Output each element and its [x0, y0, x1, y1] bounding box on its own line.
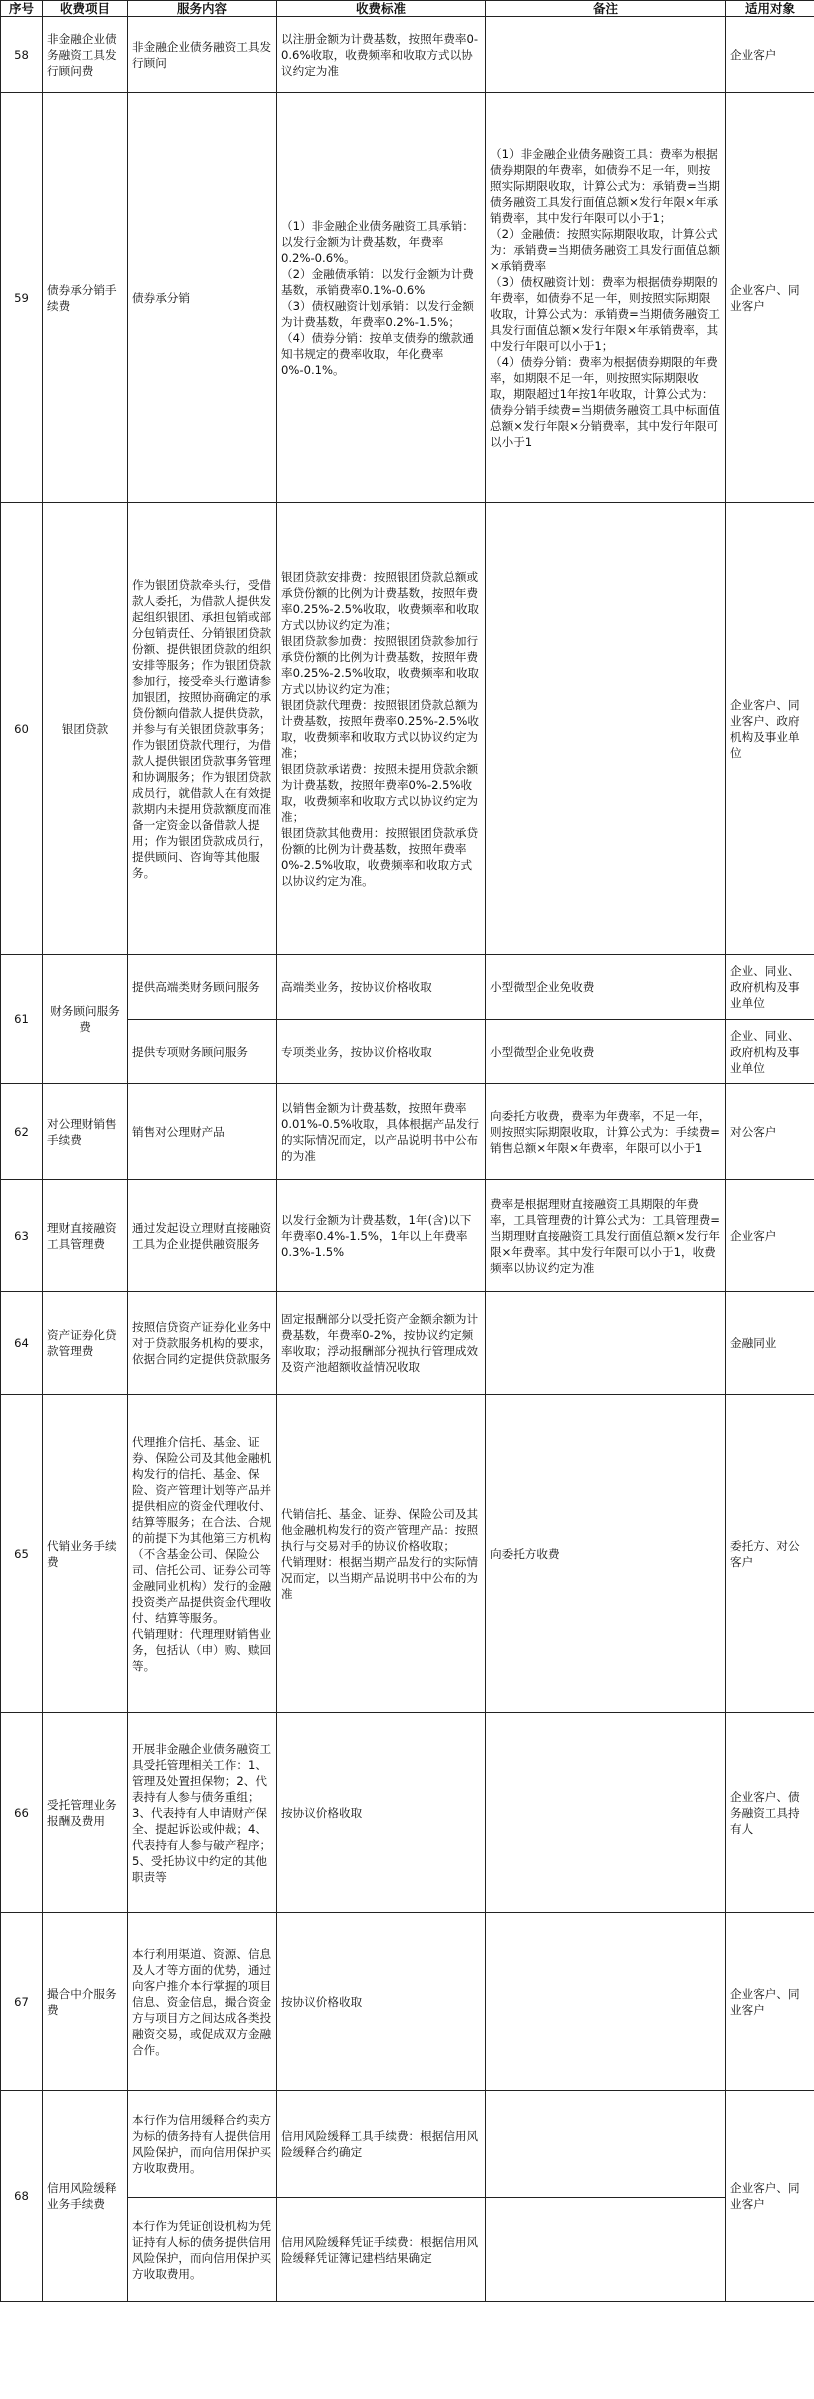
row-remark	[486, 1913, 726, 2091]
row-standard: 银团贷款安排费：按照银团贷款总额或承贷份额的比例为计费基数，按照年费率0.25%-2.5%收取，收费频率和收取方式以协议约定为准； 银团贷款参加费：按照银团贷款参加行承贷份额的比例为计费基数，按照年费率0.25%-2.5%收取，收费频率和收取方式以协议约定为准； 银团贷款代理费：按照银团贷款总额为计费基数，按照年费率0.25%-2.5%收取，收费频率和收取方式以协议约定为准； 银团贷款承诺费：按照未提用贷款余额为计费基数，按照年费率0%-2.5%收取，收费频率和收取方式以协议约定为准； 银团贷款其他费用：按照银团贷款承贷份额的比例为计费基数，按照年费率0%-2.5%收取，收费频率和收取方式以协议约定为准。	[277, 503, 486, 955]
row-standard: 高端类业务，按协议价格收取	[277, 955, 486, 1020]
row-standard: 以销售金额为计费基数，按照年费率0.01%-0.5%收取，具体根据产品发行的实际情况而定，以产品说明书中公布的为准	[277, 1084, 486, 1180]
table-row	[1, 1180, 814, 1292]
row-content: 本行利用渠道、资源、信息及人才等方面的优势，通过向客户推介本行掌握的项目信息、资金信息，撮合资金方与项目方之间达成各类投融资交易，或促成双方金融合作。	[128, 1913, 277, 2091]
row-target: 金融同业	[726, 1292, 814, 1395]
header-remark: 备注	[486, 1, 726, 17]
row-content: 开展非金融企业债务融资工具受托管理相关工作：1、管理及处置担保物；2、代表持有人参与债务重组；3、代表持有人申请财产保全、提起诉讼或仲裁；4、代表持有人参与破产程序；5、受托协议中约定的其他职责等	[128, 1713, 277, 1913]
row-project: 资产证券化贷款管理费	[43, 1292, 128, 1395]
row-standard: 代销信托、基金、证券、保险公司及其他金融机构发行的资产管理产品：按照执行与交易对手的协议价格收取； 代销理财：根据当期产品发行的实际情况而定，以当期产品说明书中公布的为准	[277, 1395, 486, 1713]
row-project: 代销业务手续费	[43, 1395, 128, 1713]
row-content: 本行作为凭证创设机构为凭证持有人标的债务提供信用风险保护，而向信用保护买方收取费用。	[128, 2198, 277, 2302]
row-project: 非金融企业债务融资工具发行顾问费	[43, 17, 128, 93]
row-remark	[486, 1292, 726, 1395]
row-content: 作为银团贷款牵头行，受借款人委托，为借款人提供发起组织银团、承担包销或部分包销责任、分销银团贷款份额、提供银团贷款的组织安排等服务；作为银团贷款参加行，接受牵头行邀请参加银团，按照协商确定的承贷份额向借款人提供贷款，并参与有关银团贷款事务；作为银团贷款代理行，为借款人提供银团贷款事务管理和协调服务；作为银团贷款成员行，就借款人在有效提款期内未提用贷款额度而准备一定资金以备借款人提用；作为银团贷款成员行，提供顾问、咨询等其他服务。	[128, 503, 277, 955]
row-standard: 固定报酬部分以受托资产金额余额为计费基数，年费率0-2%，按协议约定频率收取；浮动报酬部分视执行管理成效及资产池超额收益情况收取	[277, 1292, 486, 1395]
row-no: 65	[1, 1395, 43, 1713]
row-content: 债券承分销	[128, 93, 277, 503]
row-content: 通过发起设立理财直接融资工具为企业提供融资服务	[128, 1180, 277, 1292]
row-content: 代理推介信托、基金、证券、保险公司及其他金融机构发行的信托、基金、保险、资产管理计划等产品并提供相应的资金代理收付、结算等服务；在合法、合规的前提下为其他第三方机构（不含基金公司、保险公司、信托公司、证券公司等金融同业机构）发行的金融投资类产品提供资金代理收付、结算等服务。 代销理财：代理理财销售业务，包括认（申）购、赎回等。	[128, 1395, 277, 1713]
row-remark: 向委托方收费，费率为年费率，不足一年，则按照实际期限收取，计算公式为：手续费=销售总额×年限×年费率，年限可以小于1	[486, 1084, 726, 1180]
row-project: 撮合中介服务费	[43, 1913, 128, 2091]
row-standard: 以注册金额为计费基数，按照年费率0-0.6%收取，收费频率和收取方式以协议约定为准	[277, 17, 486, 93]
header-content: 服务内容	[128, 1, 277, 17]
table-row	[1, 1084, 814, 1180]
header-standard: 收费标准	[277, 1, 486, 17]
table-row	[1, 93, 814, 503]
row-no: 61	[1, 955, 43, 1084]
row-standard: （1）非金融企业债务融资工具承销：以发行金额为计费基数，年费率0.2%-0.6%。 （2）金融债承销：以发行金额为计费基数，承销费率0.1%-0.6% （3）债权融资计划承销：以发行金额为计费基数，年费率0.2%-1.5%； （4）债券分销：按单支债券的缴款通知书规定的费率收取，年化费率0%-0.1%。	[277, 93, 486, 503]
row-target: 企业客户、同业客户、政府机构及事业单位	[726, 503, 814, 955]
row-content: 本行作为信用缓释合约卖方为标的债务持有人提供信用风险保护，而向信用保护买方收取费用。	[128, 2091, 277, 2198]
table-row	[1, 2091, 814, 2198]
row-no: 68	[1, 2091, 43, 2302]
row-no: 63	[1, 1180, 43, 1292]
row-no: 60	[1, 503, 43, 955]
row-standard: 信用风险缓释工具手续费：根据信用风险缓释合约确定	[277, 2091, 486, 2198]
row-content: 提供专项财务顾问服务	[128, 1020, 277, 1084]
row-remark: 费率是根据理财直接融资工具期限的年费率，工具管理费的计算公式为：工具管理费=当期理财直接融资工具发行面值总额×发行年限×年费率。其中发行年限可以小于1，收费频率以协议约定为准	[486, 1180, 726, 1292]
table-row	[1, 1713, 814, 1913]
row-project: 信用风险缓释业务手续费	[43, 2091, 128, 2302]
row-remark	[486, 2198, 726, 2302]
row-remark: （1）非金融企业债务融资工具：费率为根据债券期限的年费率，如债券不足一年，则按照实际期限收取，计算公式为：承销费=当期债务融资工具发行面值总额×发行年限×年承销费率，其中发行年限可以小于1； （2）金融债：按照实际期限收取，计算公式为：承销费=当期债务融资工具发行面值总额×承销费率 （3）债权融资计划：费率为根据债券期限的年费率，如债券不足一年，则按照实际期限收取，计算公式为：承销费=当期债务融资工具发行面值总额×发行年限×年承销费率，其中发行年限可以小于1； （4）债券分销：费率为根据债券期限的年费率，如期限不足一年，则按照实际期限收取，期限超过1年按1年收取，计算公式为：债券分销手续费=当期债务融资工具中标面值总额×发行年限×分销费率，其中发行年限可以小于1	[486, 93, 726, 503]
row-no: 64	[1, 1292, 43, 1395]
row-target: 企业客户、同业客户	[726, 1913, 814, 2091]
row-no: 67	[1, 1913, 43, 2091]
row-content: 提供高端类财务顾问服务	[128, 955, 277, 1020]
row-project: 理财直接融资工具管理费	[43, 1180, 128, 1292]
row-target: 企业客户、同业客户	[726, 93, 814, 503]
row-project: 受托管理业务报酬及费用	[43, 1713, 128, 1913]
row-content: 按照信贷资产证券化业务中对于贷款服务机构的要求，依据合同约定提供贷款服务	[128, 1292, 277, 1395]
row-content: 销售对公理财产品	[128, 1084, 277, 1180]
row-remark	[486, 1713, 726, 1913]
table-row	[1, 503, 814, 955]
header-no: 序号	[1, 1, 43, 17]
row-target: 对公客户	[726, 1084, 814, 1180]
header-project: 收费项目	[43, 1, 128, 17]
row-project: 银团贷款	[43, 503, 128, 955]
table-row	[1, 1395, 814, 1713]
row-target: 企业客户、债务融资工具持有人	[726, 1713, 814, 1913]
table-row	[1, 1292, 814, 1395]
table-row	[1, 17, 814, 93]
row-standard: 以发行金额为计费基数，1年(含)以下年费率0.4%-1.5%，1年以上年费率0.3%-1.5%	[277, 1180, 486, 1292]
row-project: 财务顾问服务费	[43, 955, 128, 1084]
table-row	[1, 955, 814, 1020]
row-content: 非金融企业债务融资工具发行顾问	[128, 17, 277, 93]
row-remark: 小型微型企业免收费	[486, 1020, 726, 1084]
row-standard: 按协议价格收取	[277, 1913, 486, 2091]
row-target: 企业客户	[726, 1180, 814, 1292]
header-row	[1, 1, 814, 17]
row-no: 62	[1, 1084, 43, 1180]
row-remark	[486, 503, 726, 955]
row-standard: 按协议价格收取	[277, 1713, 486, 1913]
row-no: 59	[1, 93, 43, 503]
row-target: 企业、同业、政府机构及事业单位	[726, 1020, 814, 1084]
row-remark: 向委托方收费	[486, 1395, 726, 1713]
row-remark: 小型微型企业免收费	[486, 955, 726, 1020]
header-target: 适用对象	[726, 1, 814, 17]
row-no: 58	[1, 17, 43, 93]
row-standard: 信用风险缓释凭证手续费：根据信用风险缓释凭证簿记建档结果确定	[277, 2198, 486, 2302]
row-remark	[486, 17, 726, 93]
row-target: 委托方、对公客户	[726, 1395, 814, 1713]
row-standard: 专项类业务，按协议价格收取	[277, 1020, 486, 1084]
row-target: 企业客户、同业客户	[726, 2091, 814, 2302]
table-row	[1, 1913, 814, 2091]
row-target: 企业、同业、政府机构及事业单位	[726, 955, 814, 1020]
row-project: 债券承分销手续费	[43, 93, 128, 503]
row-target: 企业客户	[726, 17, 814, 93]
row-remark	[486, 2091, 726, 2198]
row-project: 对公理财销售手续费	[43, 1084, 128, 1180]
row-no: 66	[1, 1713, 43, 1913]
